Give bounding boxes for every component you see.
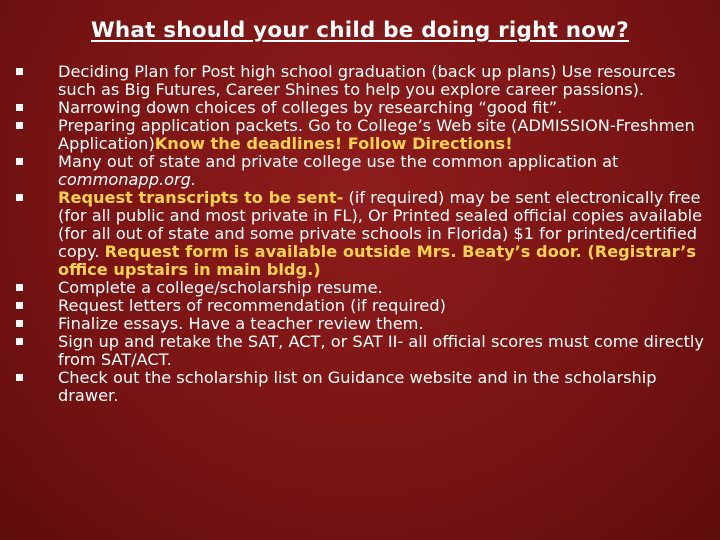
bullet-list — [16, 63, 706, 405]
bullet-text: Request letters of recommendation (if required) — [58, 296, 446, 315]
list-item — [16, 153, 706, 189]
list-item — [16, 369, 706, 405]
square-bullet-icon — [16, 302, 23, 309]
transcript-highlight: Request transcripts to be sent- — [58, 188, 344, 207]
deadline-highlight: Know the deadlines! Follow Directions! — [154, 134, 513, 153]
commonapp-link-text: commonapp.org. — [58, 170, 197, 189]
bullet-text: Narrowing down choices of colleges by researching “good fit”. — [58, 98, 563, 117]
list-item — [16, 315, 706, 333]
bullet-text: Complete a college/scholarship resume. — [58, 278, 383, 297]
square-bullet-icon — [16, 104, 23, 111]
list-item — [16, 99, 706, 117]
bullet-text: (if required) may be sent electronically free (for all public and most private in FL), Or Printed sealed official copies available (for all out of state and some private schools in Florida) $1 for printed/certified copy. — [58, 188, 703, 261]
square-bullet-icon — [16, 320, 23, 327]
square-bullet-icon — [16, 122, 23, 129]
list-item — [16, 333, 706, 369]
list-item — [16, 189, 706, 279]
bullet-text: Preparing application packets. Go to College’s Web site (ADMISSION-Freshmen Application) — [58, 116, 695, 153]
list-item — [16, 117, 706, 153]
bullet-text: Check out the scholarship list on Guidance website and in the scholarship drawer. — [58, 368, 657, 405]
square-bullet-icon — [16, 338, 23, 345]
list-item — [16, 63, 706, 99]
square-bullet-icon — [16, 158, 23, 165]
bullet-text: Many out of state and private college use the common application at — [58, 152, 619, 171]
list-item — [16, 279, 706, 297]
slide-title: What should your child be doing right now? — [91, 18, 629, 43]
square-bullet-icon — [16, 68, 23, 75]
list-item — [16, 297, 706, 315]
bullet-text: Sign up and retake the SAT, ACT, or SAT II- all official scores must come directly from SAT/ACT. — [58, 332, 705, 369]
square-bullet-icon — [16, 194, 23, 201]
square-bullet-icon — [16, 374, 23, 381]
bullet-text: Finalize essays. Have a teacher review them. — [58, 314, 424, 333]
bullet-text: Deciding Plan for Post high school graduation (back up plans) Use resources such as Big Futures, Career Shines to help you explore career passions). — [58, 62, 676, 99]
request-form-highlight: Request form is available outside Mrs. Beaty’s door. (Registrar’s office upstairs in main bldg.) — [58, 242, 697, 279]
square-bullet-icon — [16, 284, 23, 291]
